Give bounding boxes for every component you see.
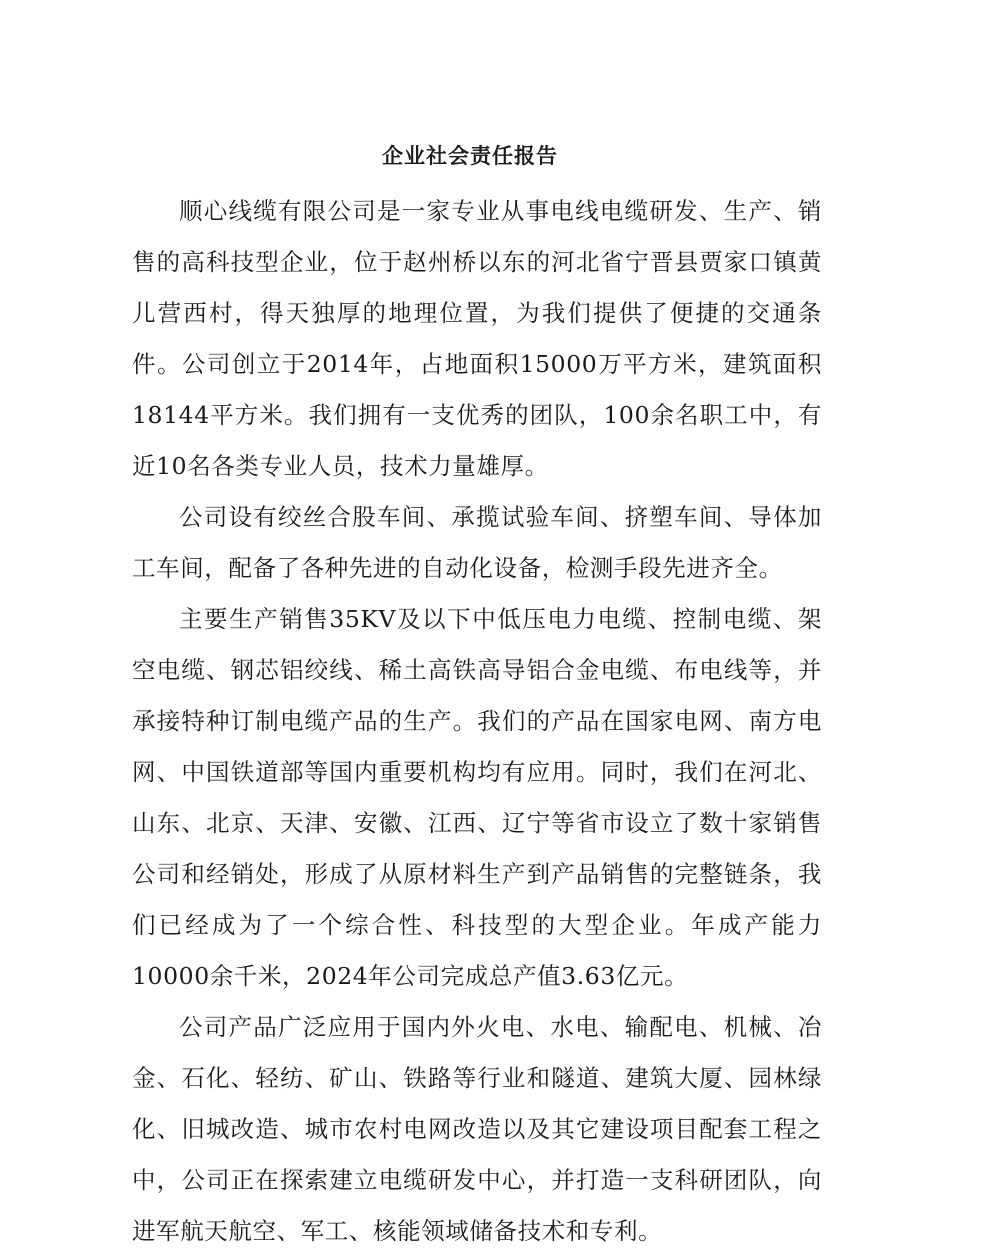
- paragraph-applications: 公司产品广泛应用于国内外火电、水电、输配电、机械、冶金、石化、轻纺、矿山、铁路等行业和隧道、建筑大厦、园林绿化、旧城改造、城市农村电网改造以及其它建设项目配套工程之中，公司正在探索建立电缆研发中心，并打造一支科研团队，向进军航天航空、军工、核能领域储备技术和专利。: [132, 1013, 822, 1245]
- paragraph-company-intro: 顺心线缆有限公司是一家专业从事电线电缆研发、生产、销售的高科技型企业，位于赵州桥以东的河北省宁晋县贾家口镇黄儿营西村，得天独厚的地理位置，为我们提供了便捷的交通条件。公司创立于2014年，占地面积15000万平方米，建筑面积18144平方米。我们拥有一支优秀的团队，100余名职工中，有近10名各类专业人员，技术力量雄厚。: [132, 197, 822, 480]
- document-body: [132, 186, 822, 1257]
- paragraph-products: 主要生产销售35KV及以下中低压电力电缆、控制电缆、架空电缆、钢芯铝绞线、稀土高铁高导铝合金电缆、布电线等，并承接特种订制电缆产品的生产。我们的产品在国家电网、南方电网、中国铁道部等国内重要机构均有应用。同时，我们在河北、山东、北京、天津、安徽、江西、辽宁等省市设立了数十家销售公司和经销处，形成了从原材料生产到产品销售的完整链条，我们已经成为了一个综合性、科技型的大型企业。年成产能力10000余千米，2024年公司完成总产值3.63亿元。: [132, 605, 822, 990]
- document-title: 企业社会责任报告: [382, 144, 558, 168]
- paragraph-workshops: 公司设有绞丝合股车间、承揽试验车间、挤塑车间、导体加工车间，配备了各种先进的自动化设备，检测手段先进齐全。: [132, 503, 822, 582]
